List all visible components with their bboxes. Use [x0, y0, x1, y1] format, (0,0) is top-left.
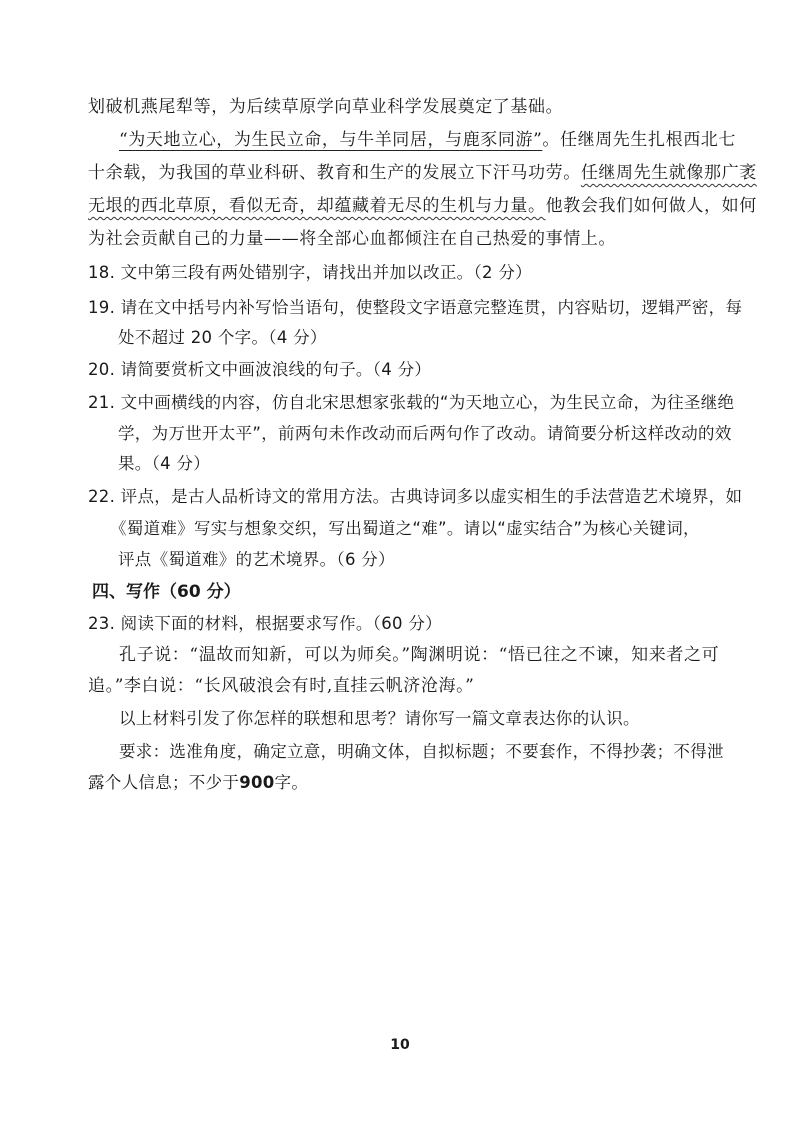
passage-text: 十余载，为我国的草业科研、教育和生产的发展立下汗马功劳。: [88, 163, 581, 183]
question-text: 22. 评点，是古人品析诗文的常用方法。古典诗词多以虚实相生的手法营造艺术境界，如: [88, 487, 743, 506]
passage-line-1: [88, 96, 563, 118]
passage-text: 。任继周先生扎根西北七: [542, 130, 736, 150]
passage-line-5: [88, 228, 616, 250]
question-22-cont-2: [118, 549, 395, 571]
question-22-cont-1: [110, 518, 700, 540]
question-text: 21. 文中画横线的内容，仿自北宋思想家张载的“为天地立心，为生民立命，为往圣继绝: [88, 393, 735, 412]
word-count: 900: [239, 773, 275, 792]
passage-line-3: [88, 162, 757, 184]
question-text: 19. 请在文中括号内补写恰当语句，使整段文字语意完整连贯，内容贴切，逻辑严密，每: [88, 298, 743, 317]
section-title-text: 四、写作（60 分）: [92, 582, 241, 602]
page-number: 10: [390, 1037, 410, 1053]
requirements-text: 字。: [274, 773, 309, 792]
wavy-underlined-sentence: 任继周先生就像那广袤: [580, 163, 757, 183]
requirements-line-2: [88, 772, 308, 794]
passage-line-4: [88, 195, 757, 217]
question-text: 《蜀道难》写实与想象交织，写出蜀道之“难”。请以“虚实结合”为核心关键词，: [110, 519, 700, 538]
section-title: [92, 581, 241, 603]
underlined-quote: “为天地立心，为生民立命，与牛羊同居，与鹿豕同游”: [119, 130, 543, 150]
question-text: 23. 阅读下面的材料，根据要求写作。（60 分）: [88, 614, 442, 633]
question-text: 评点《蜀道难》的艺术境界。（6 分）: [118, 550, 395, 569]
question-18: [88, 262, 532, 284]
passage-line-2: [119, 129, 736, 151]
question-19-cont: [118, 327, 327, 349]
question-text: 20. 请简要赏析文中画波浪线的句子。（4 分）: [88, 360, 432, 379]
question-21-cont-1: [118, 423, 732, 445]
question-19: [88, 297, 742, 319]
question-22: [88, 486, 742, 508]
question-23: [88, 613, 442, 635]
question-21-cont-2: [118, 453, 210, 475]
question-20: [88, 359, 431, 381]
question-text: 处不超过 20 个字。（4 分）: [118, 328, 327, 347]
material-line-1: [119, 644, 719, 666]
question-21: [88, 392, 734, 414]
prompt-text: 以上材料引发了你怎样的联想和思考？请你写一篇文章表达你的认识。: [119, 709, 640, 728]
passage-text: 划破机燕尾犁等，为后续草原学向草业科学发展奠定了基础。: [88, 97, 564, 117]
wavy-underlined-sentence: 无垠的西北草原，看似无奇，却蕴藏着无尽的生机与力量。: [88, 196, 546, 216]
question-text: 18. 文中第三段有两处错别字，请找出并加以改正。（2 分）: [88, 263, 532, 282]
material-line-2: [88, 675, 474, 697]
writing-prompt: [119, 708, 640, 730]
question-text: 学，为万世开太平”，前两句未作改动而后两句作了改动。请简要分析这样改动的效: [118, 424, 732, 443]
requirements-line-1: [119, 741, 724, 763]
question-text: 果。（4 分）: [118, 454, 211, 473]
material-text: 追。”李白说：“长风破浪会有时,直挂云帆济沧海。”: [88, 676, 475, 696]
passage-text: 为社会贡献自己的力量——将全部心血都倾注在自己热爱的事情上。: [88, 229, 616, 249]
material-text: 孔子说：“温故而知新，可以为师矣。”陶渊明说：“悟已往之不谏，知来者之可: [119, 645, 720, 665]
passage-text: 他教会我们如何做人，如何: [545, 196, 757, 216]
requirements-text: 要求：选准角度，确定立意，明确文体，自拟标题；不要套作，不得抄袭；不得泄: [119, 742, 724, 761]
requirements-text: 露个人信息；不少于: [88, 773, 240, 792]
